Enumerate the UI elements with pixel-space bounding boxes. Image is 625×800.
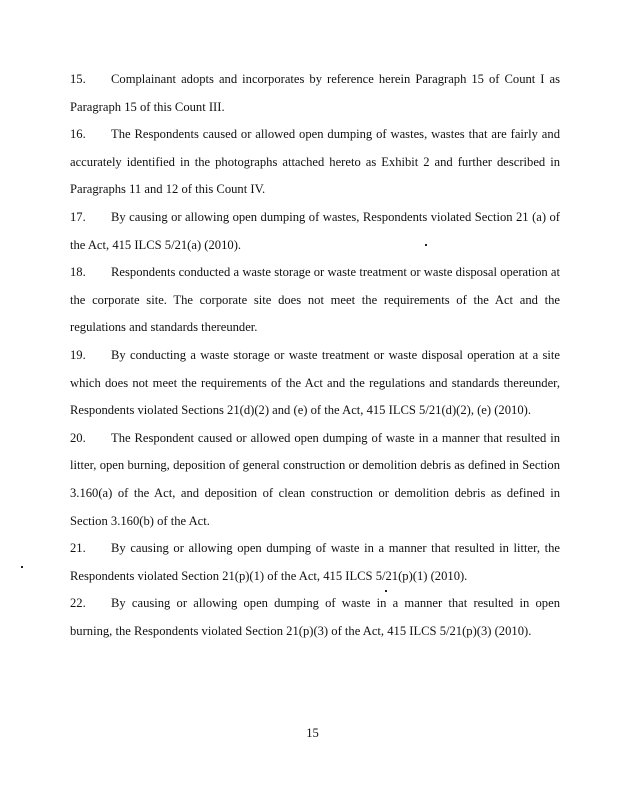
scan-artifact-dot — [425, 244, 427, 246]
paragraph-number: 17. — [70, 209, 86, 224]
paragraph-text: Respondents conducted a waste storage or waste treatment or waste disposal operation at the corporate site. The corporate site does not meet the requirements of the Act and the regulations and standards thereunder. — [70, 265, 560, 335]
paragraph-number: 20. — [70, 430, 86, 445]
paragraph-text: By causing or allowing open dumping of wastes, Respondents violated Section 21 (a) of the Act, 415 ILCS 5/21(a) (2010). — [70, 209, 560, 252]
document-body — [70, 66, 560, 645]
paragraph-number: 22. — [70, 596, 86, 611]
paragraph-22 — [70, 590, 560, 645]
paragraph-text: Complainant adopts and incorporates by reference herein Paragraph 15 of Count I as Paragraph 15 of this Count III. — [70, 72, 560, 114]
paragraph-number: 16. — [70, 127, 86, 142]
paragraph-number: 15. — [70, 72, 86, 86]
paragraph-15 — [70, 66, 560, 121]
paragraph-number: 21. — [70, 541, 86, 556]
scan-artifact-dot — [21, 566, 23, 568]
paragraph-text: The Respondents caused or allowed open dumping of wastes, wastes that are fairly and accurately identified in the photographs attached hereto as Exhibit 2 and further described in Paragraphs 11 and 12 of this Count IV. — [70, 127, 560, 197]
paragraph-20 — [70, 425, 560, 535]
paragraph-18 — [70, 259, 560, 342]
paragraph-number: 18. — [70, 265, 86, 280]
paragraph-21 — [70, 535, 560, 590]
paragraph-17 — [70, 204, 560, 259]
paragraph-19 — [70, 342, 560, 425]
paragraph-text: By causing or allowing open dumping of waste in a manner that resulted in open burning, the Respondents violated Section 21(p)(3) of the Act, 415 ILCS 5/21(p)(3) (2010). — [70, 596, 560, 638]
scan-artifact-dot — [385, 590, 387, 592]
paragraph-text: By conducting a waste storage or waste treatment or waste disposal operation at a site which does not meet the requirements of the Act and the regulations and standards thereunder, Respondents violated Sections 21(d)(2) and (e) of the Act, 415 ILCS 5/21(d)(2), (e) (2010). — [70, 347, 560, 418]
paragraph-text: By causing or allowing open dumping of waste in a manner that resulted in litter, the Respondents violated Section 21(p)(1) of the Act, 415 ILCS 5/21(p)(1) (2010). — [70, 541, 560, 583]
paragraph-16 — [70, 121, 560, 204]
paragraph-number: 19. — [70, 347, 86, 362]
page-number: 15 — [306, 726, 319, 740]
paragraph-text: The Respondent caused or allowed open dumping of waste in a manner that resulted in litter, open burning, deposition of general construction or demolition debris as defined in Section 3.160(a) of the Act, and deposition of clean construction or demolition debris as defined in Section 3.160(b) of the Act. — [70, 430, 560, 528]
